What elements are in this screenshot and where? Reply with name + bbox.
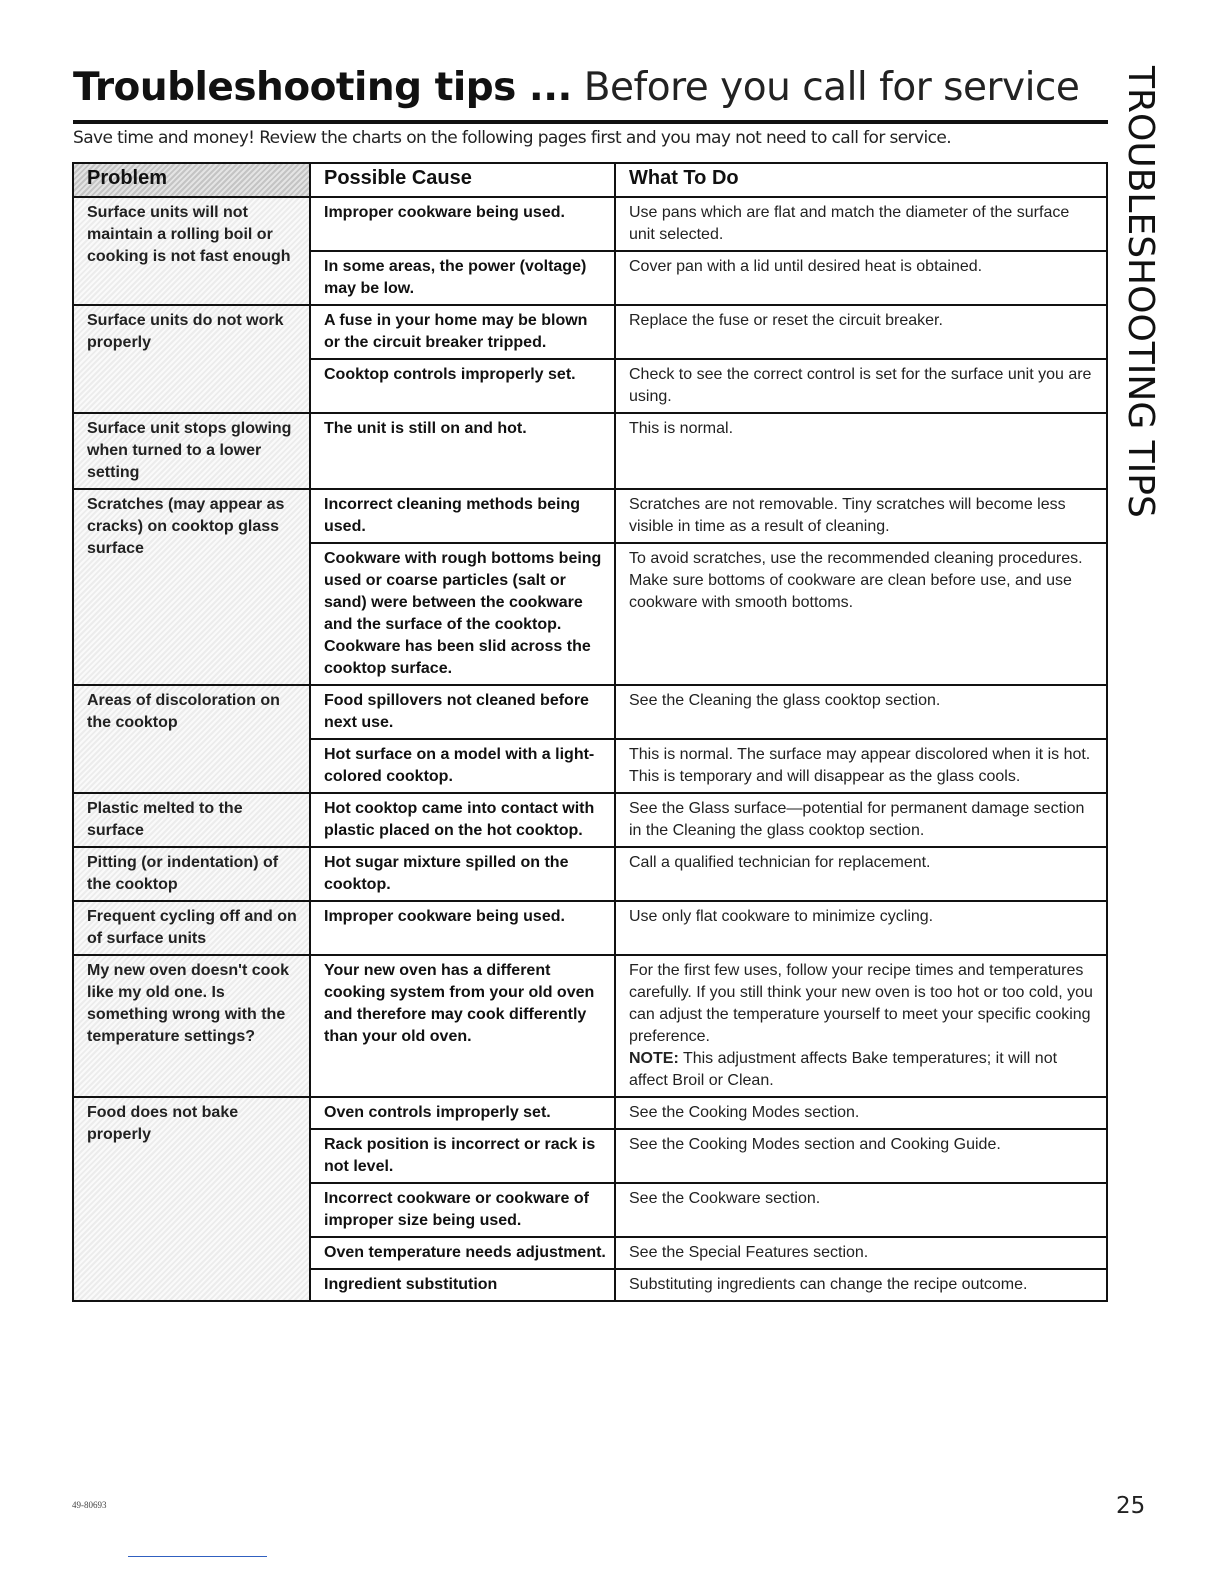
what-to-do-cell: [615, 847, 1107, 901]
possible-cause-cell: In some areas, the power (voltage) may be low.: [310, 251, 615, 305]
table-row: [73, 793, 1107, 847]
problem-cell: Food does not bake properly: [73, 1097, 310, 1301]
page-title-light: Before you call for service: [583, 65, 1080, 110]
table-row: [73, 489, 1107, 543]
possible-cause-cell: A fuse in your home may be blown or the circuit breaker tripped.: [310, 305, 615, 359]
what-to-do-text: Replace the fuse or reset the circuit breaker.: [629, 312, 943, 329]
side-section-tab-label: TROUBLESHOOTING TIPS: [1120, 66, 1161, 518]
problem-cell: Frequent cycling off and on of surface units: [73, 901, 310, 955]
table-row: [73, 955, 1107, 1097]
possible-cause-cell: The unit is still on and hot.: [310, 413, 615, 489]
what-to-do-text: Check to see the correct control is set for the surface unit you are using.: [629, 366, 1092, 405]
page-title: [73, 62, 1108, 114]
possible-cause-cell: Hot cooktop came into contact with plastic placed on the hot cooktop.: [310, 793, 615, 847]
problem-cell: Plastic melted to the surface: [73, 793, 310, 847]
possible-cause-cell: Improper cookware being used.: [310, 901, 615, 955]
table-row: [73, 413, 1107, 489]
what-to-do-text: Cover pan with a lid until desired heat is obtained.: [629, 258, 983, 275]
what-to-do-cell: [615, 1237, 1107, 1269]
side-section-tab: [1118, 66, 1162, 536]
title-block: [73, 62, 1108, 124]
troubleshooting-table: [72, 162, 1108, 1302]
what-to-do-text: See the Cooking Modes section.: [629, 1104, 860, 1121]
column-header-what-to-do: What To Do: [615, 163, 1107, 197]
document-code: 49-80693: [72, 1500, 107, 1510]
problem-cell: Pitting (or indentation) of the cooktop: [73, 847, 310, 901]
table-row: [73, 197, 1107, 251]
problem-cell: My new oven doesn't cook like my old one. Is something wrong with the temperature settings?: [73, 955, 310, 1097]
what-to-do-cell: [615, 413, 1107, 489]
problem-cell: Surface unit stops glowing when turned to a lower setting: [73, 413, 310, 489]
page-number: 25: [1116, 1493, 1146, 1519]
what-to-do-cell: [615, 901, 1107, 955]
problem-cell: Areas of discoloration on the cooktop: [73, 685, 310, 793]
what-to-do-text: Scratches are not removable. Tiny scratches will become less visible in time as a result of cleaning.: [629, 496, 1066, 535]
what-to-do-cell: [615, 197, 1107, 251]
note-text: This adjustment affects Bake temperatures; it will not affect Broil or Clean.: [629, 1050, 1058, 1089]
title-rule: [73, 120, 1108, 124]
table-body: [73, 197, 1107, 1301]
possible-cause-cell: Rack position is incorrect or rack is not level.: [310, 1129, 615, 1183]
what-to-do-text: See the Glass surface—potential for permanent damage section in the Cleaning the glass cooktop section.: [629, 800, 1085, 839]
what-to-do-cell: [615, 793, 1107, 847]
what-to-do-text: To avoid scratches, use the recommended cleaning procedures. Make sure bottoms of cookware are clean before use, and use cookware with smooth bottoms.: [629, 550, 1083, 611]
what-to-do-cell: [615, 305, 1107, 359]
what-to-do-cell: [615, 1129, 1107, 1183]
what-to-do-cell: [615, 1183, 1107, 1237]
problem-cell: Surface units do not work properly: [73, 305, 310, 413]
possible-cause-cell: Improper cookware being used.: [310, 197, 615, 251]
column-header-problem: Problem: [73, 163, 310, 197]
possible-cause-cell: Cookware with rough bottoms being used or coarse particles (salt or sand) were between the cookware and the surface of the cooktop. Cookware has been slid across the cooktop surface.: [310, 543, 615, 685]
possible-cause-cell: Food spillovers not cleaned before next use.: [310, 685, 615, 739]
what-to-do-cell: [615, 543, 1107, 685]
what-to-do-text: This is normal.: [629, 420, 734, 437]
what-to-do-cell: [615, 1269, 1107, 1301]
what-to-do-cell: [615, 359, 1107, 413]
table-row: [73, 1097, 1107, 1129]
what-to-do-text: For the first few uses, follow your recipe times and temperatures carefully. If you still think your new oven is too hot or too cold, you can adjust the temperature yourself to meet your specific cooking preference.: [629, 962, 1093, 1045]
what-to-do-cell: [615, 1097, 1107, 1129]
table-header-row: [73, 163, 1107, 197]
table-row: [73, 685, 1107, 739]
possible-cause-cell: Cooktop controls improperly set.: [310, 359, 615, 413]
what-to-do-cell: [615, 489, 1107, 543]
column-header-possible-cause: Possible Cause: [310, 163, 615, 197]
problem-cell: Scratches (may appear as cracks) on cooktop glass surface: [73, 489, 310, 685]
bottom-divider: [128, 1556, 267, 1557]
note-label: NOTE:: [629, 1050, 679, 1067]
possible-cause-cell: Your new oven has a different cooking system from your old oven and therefore may cook differently than your old oven.: [310, 955, 615, 1097]
possible-cause-cell: Incorrect cookware or cookware of improper size being used.: [310, 1183, 615, 1237]
table-row: [73, 847, 1107, 901]
table-row: [73, 305, 1107, 359]
what-to-do-text: Call a qualified technician for replacement.: [629, 854, 931, 871]
what-to-do-cell: [615, 739, 1107, 793]
what-to-do-text: See the Cooking Modes section and Cooking Guide.: [629, 1136, 1001, 1153]
page-title-bold: Troubleshooting tips ...: [73, 65, 572, 110]
problem-cell: Surface units will not maintain a rolling boil or cooking is not fast enough: [73, 197, 310, 305]
what-to-do-text: See the Special Features section.: [629, 1244, 869, 1261]
what-to-do-text: Use pans which are flat and match the diameter of the surface unit selected.: [629, 204, 1070, 243]
possible-cause-cell: Ingredient substitution: [310, 1269, 615, 1301]
table-row: [73, 901, 1107, 955]
what-to-do-text: See the Cookware section.: [629, 1190, 821, 1207]
what-to-do-cell: [615, 685, 1107, 739]
what-to-do-text: Substituting ingredients can change the recipe outcome.: [629, 1276, 1028, 1293]
possible-cause-cell: Oven temperature needs adjustment.: [310, 1237, 615, 1269]
what-to-do-cell: [615, 955, 1107, 1097]
possible-cause-cell: Hot surface on a model with a light-colored cooktop.: [310, 739, 615, 793]
page-subtitle: Save time and money! Review the charts on the following pages first and you may not need to call for service.: [73, 128, 952, 148]
possible-cause-cell: Hot sugar mixture spilled on the cooktop.: [310, 847, 615, 901]
what-to-do-text: Use only flat cookware to minimize cycling.: [629, 908, 934, 925]
what-to-do-text: See the Cleaning the glass cooktop section.: [629, 692, 941, 709]
possible-cause-cell: Oven controls improperly set.: [310, 1097, 615, 1129]
what-to-do-cell: [615, 251, 1107, 305]
possible-cause-cell: Incorrect cleaning methods being used.: [310, 489, 615, 543]
what-to-do-text: This is normal. The surface may appear discolored when it is hot. This is temporary and will disappear as the glass cools.: [629, 746, 1091, 785]
